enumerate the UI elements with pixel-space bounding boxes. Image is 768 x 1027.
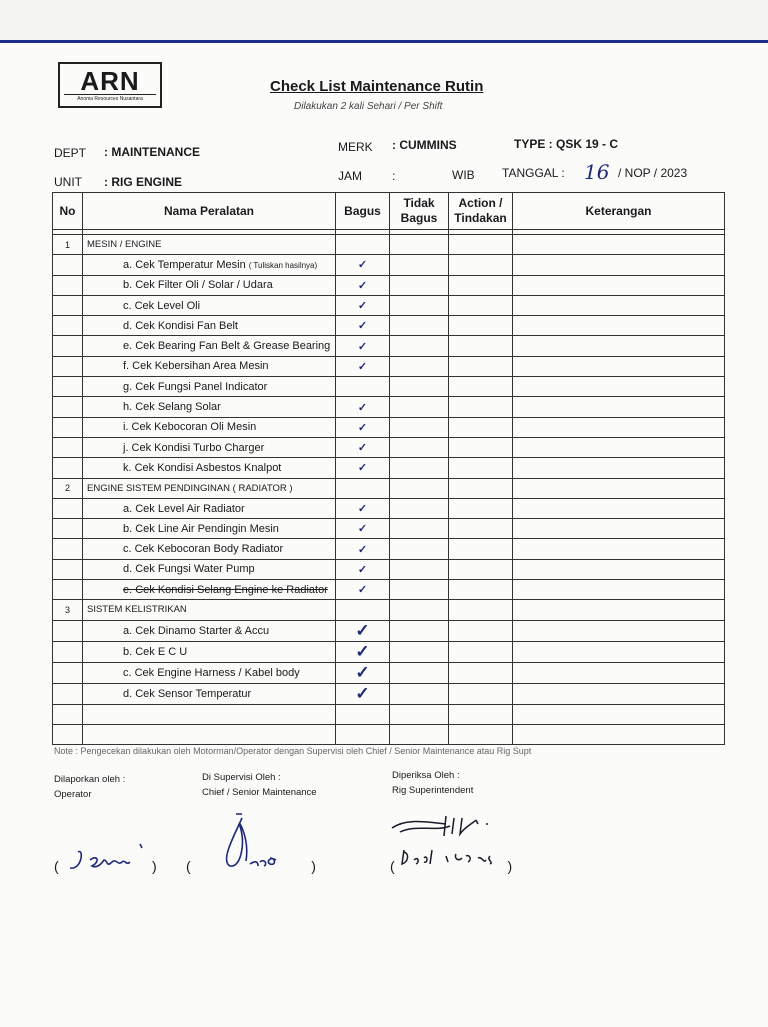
keterangan-cell [513, 295, 725, 315]
item-note: ( Tuliskan hasilnya) [248, 260, 318, 270]
tanggal-label: TANGGAL : [502, 166, 565, 180]
item-label-cell [83, 620, 336, 641]
reported-by-label: Dilaporkan oleh : [54, 774, 126, 785]
bagus-cell [336, 662, 390, 683]
reported-by [54, 772, 125, 802]
checked-by [392, 768, 473, 798]
keterangan-cell [513, 458, 725, 478]
action-cell [449, 704, 513, 724]
tanggal-day: 16 [584, 160, 610, 184]
item-label: k. Cek Kondisi Asbestos Knalpot [123, 461, 282, 474]
supervised-by [202, 770, 317, 800]
action-cell [449, 336, 513, 356]
action-cell [449, 683, 513, 704]
dept-value: : MAINTENANCE [104, 145, 200, 159]
tanggal-month-year: / NOP / 2023 [618, 166, 688, 180]
rig-signature-brackets: ( ) [390, 858, 513, 874]
section-number: 3 [53, 600, 83, 620]
keterangan-cell [513, 235, 725, 255]
tidak-bagus-cell [390, 641, 449, 662]
section-row [53, 600, 725, 620]
checked-by-role: Rig Superintendent [392, 785, 474, 796]
item-label: b. Cek Filter Oli / Solar / Udara [123, 279, 273, 292]
bagus-cell [336, 377, 390, 397]
item-number-cell [53, 641, 83, 662]
bagus-cell [336, 641, 390, 662]
header-no: No [53, 193, 83, 230]
action-cell [449, 641, 513, 662]
operator-signature-brackets: ( ) [54, 858, 157, 874]
item-label-cell [83, 437, 336, 457]
bagus-cell [336, 316, 390, 336]
item-label: a. Cek Dinamo Starter & Accu [123, 624, 270, 637]
unit-value: : RIG ENGINE [104, 175, 183, 189]
keterangan-cell [513, 498, 725, 518]
check-mark-icon: ✓ [357, 401, 368, 414]
keterangan-cell [513, 356, 725, 376]
action-cell [449, 255, 513, 275]
section-title: MESIN / ENGINE [83, 235, 336, 255]
item-label-cell [83, 377, 336, 397]
item-label: c. Cek Kebocoran Body Radiator [123, 543, 284, 556]
jam-colon: : [392, 169, 396, 183]
keterangan-cell [513, 620, 725, 641]
item-label: a. Cek Temperatur Mesin [123, 258, 246, 271]
section-number: 2 [53, 478, 83, 498]
tidak-bagus-cell [390, 620, 449, 641]
checklist-table [52, 192, 725, 745]
keterangan-cell [513, 478, 725, 498]
table-header-row [53, 193, 725, 230]
tidak-bagus-cell [390, 255, 449, 275]
action-cell [449, 377, 513, 397]
checklist-item-row [53, 458, 725, 478]
reported-by-role: Operator [54, 789, 92, 800]
item-label: c. Cek Level Oli [123, 299, 201, 312]
tidak-bagus-cell [390, 580, 449, 600]
item-number-cell [53, 356, 83, 376]
checklist-item-row [53, 316, 725, 336]
keterangan-cell [513, 683, 725, 704]
item-number-cell [53, 377, 83, 397]
action-cell [449, 275, 513, 295]
tidak-bagus-cell [390, 600, 449, 620]
action-cell [449, 539, 513, 559]
action-cell [449, 478, 513, 498]
check-mark-icon: ✓ [357, 259, 368, 272]
item-number-cell [53, 559, 83, 579]
action-cell [449, 356, 513, 376]
item-label-cell [83, 580, 336, 600]
form-title: Check List Maintenance Rutin [270, 78, 484, 95]
item-label-cell [83, 662, 336, 683]
item-number-cell [53, 336, 83, 356]
item-cell [83, 704, 336, 724]
action-cell [449, 458, 513, 478]
bagus-cell [336, 458, 390, 478]
action-cell [449, 498, 513, 518]
item-label: g. Cek Fungsi Panel Indicator [123, 380, 268, 393]
action-cell [449, 437, 513, 457]
checklist-item-row [53, 580, 725, 600]
item-label-cell [83, 683, 336, 704]
item-label: b. Cek Line Air Pendingin Mesin [123, 522, 279, 535]
header-nama-peralatan: Nama Peralatan [83, 193, 336, 230]
keterangan-cell [513, 641, 725, 662]
keterangan-cell [513, 704, 725, 724]
tidak-bagus-cell [390, 336, 449, 356]
bagus-cell [336, 498, 390, 518]
action-cell [449, 724, 513, 744]
item-label-cell [83, 417, 336, 437]
item-number-cell [53, 255, 83, 275]
company-logo [58, 62, 162, 108]
item-number-cell [53, 417, 83, 437]
item-label: b. Cek E C U [123, 645, 188, 658]
merk-label: MERK [338, 140, 373, 154]
bagus-cell [336, 559, 390, 579]
header-bagus: Bagus [336, 193, 390, 230]
bagus-cell [336, 397, 390, 417]
tidak-bagus-cell [390, 397, 449, 417]
checklist-item-row [53, 336, 725, 356]
check-mark-icon: ✓ [357, 523, 368, 536]
checklist-item-row [53, 397, 725, 417]
keterangan-cell [513, 417, 725, 437]
action-cell [449, 662, 513, 683]
keterangan-cell [513, 336, 725, 356]
item-label: j. Cek Kondisi Turbo Charger [123, 441, 265, 454]
supervised-by-label: Di Supervisi Oleh : [202, 772, 281, 783]
header-keterangan: Keterangan [513, 193, 725, 230]
check-mark-icon: ✓ [357, 584, 368, 597]
check-mark-icon: ✓ [355, 662, 370, 682]
bagus-cell [336, 235, 390, 255]
item-number-cell [53, 620, 83, 641]
check-mark-icon: ✓ [357, 279, 368, 292]
item-label-cell [83, 316, 336, 336]
action-cell [449, 397, 513, 417]
item-number-cell [53, 437, 83, 457]
bagus-cell [336, 295, 390, 315]
item-cell [83, 724, 336, 744]
tidak-bagus-cell [390, 662, 449, 683]
checked-by-label: Diperiksa Oleh : [392, 770, 460, 781]
check-mark-icon: ✓ [357, 563, 368, 576]
tidak-bagus-cell [390, 235, 449, 255]
checklist-item-row [53, 662, 725, 683]
logo-text: ARN [80, 66, 140, 96]
tidak-bagus-cell [390, 458, 449, 478]
action-cell [449, 559, 513, 579]
bagus-cell [336, 704, 390, 724]
keterangan-cell [513, 397, 725, 417]
check-mark-icon: ✓ [355, 683, 370, 703]
keterangan-cell [513, 580, 725, 600]
item-label: e. Cek Kondisi Selang Engine ke Radiator [123, 583, 328, 596]
item-label: d. Cek Kondisi Fan Belt [123, 319, 238, 332]
bagus-cell [336, 683, 390, 704]
item-label-cell [83, 397, 336, 417]
item-number-cell [53, 295, 83, 315]
item-label: h. Cek Selang Solar [123, 401, 221, 414]
bagus-cell [336, 275, 390, 295]
item-label-cell [83, 275, 336, 295]
tidak-bagus-cell [390, 539, 449, 559]
chief-signature-brackets: ( ) [186, 858, 316, 874]
keterangan-cell [513, 437, 725, 457]
item-label: e. Cek Bearing Fan Belt & Grease Bearing [123, 340, 331, 353]
checklist-item-row [53, 417, 725, 437]
check-mark-icon: ✓ [357, 320, 368, 333]
check-mark-icon: ✓ [357, 360, 368, 373]
keterangan-cell [513, 316, 725, 336]
item-number-cell [53, 397, 83, 417]
checklist-item-row [53, 641, 725, 662]
item-number-cell [53, 458, 83, 478]
blank-row [53, 704, 725, 724]
type-value: TYPE : QSK 19 - C [514, 137, 619, 151]
checklist-item-row [53, 683, 725, 704]
checklist-item-row [53, 559, 725, 579]
item-label-cell [83, 295, 336, 315]
action-cell [449, 600, 513, 620]
section-number: 1 [53, 235, 83, 255]
item-label-cell [83, 356, 336, 376]
check-mark-icon: ✓ [357, 340, 368, 353]
header-action: Action / Tindakan [449, 193, 513, 230]
keterangan-cell [513, 539, 725, 559]
tidak-bagus-cell [390, 377, 449, 397]
check-mark-icon: ✓ [355, 620, 370, 640]
item-number-cell [53, 316, 83, 336]
section-title: SISTEM KELISTRIKAN [83, 600, 336, 620]
item-label: c. Cek Engine Harness / Kabel body [123, 666, 300, 679]
checklist-item-row [53, 620, 725, 641]
check-mark-icon: ✓ [357, 543, 368, 556]
tidak-bagus-cell [390, 275, 449, 295]
no-cell [53, 704, 83, 724]
check-mark-icon: ✓ [357, 442, 368, 455]
item-number-cell [53, 683, 83, 704]
item-number-cell [53, 580, 83, 600]
action-cell [449, 316, 513, 336]
keterangan-cell [513, 600, 725, 620]
tidak-bagus-cell [390, 478, 449, 498]
tidak-bagus-cell [390, 437, 449, 457]
bagus-cell [336, 255, 390, 275]
bagus-cell [336, 600, 390, 620]
item-number-cell [53, 275, 83, 295]
check-mark-icon: ✓ [357, 503, 368, 515]
supervised-by-role: Chief / Senior Maintenance [202, 787, 317, 798]
tidak-bagus-cell [390, 704, 449, 724]
checklist-item-row [53, 377, 725, 397]
form-subtitle: Dilakukan 2 kali Sehari / Per Shift [294, 101, 443, 112]
jam-label: JAM [338, 169, 362, 183]
bagus-cell [336, 724, 390, 744]
keterangan-cell [513, 275, 725, 295]
checklist-item-row [53, 255, 725, 275]
bagus-cell [336, 478, 390, 498]
tidak-bagus-cell [390, 498, 449, 518]
tidak-bagus-cell [390, 417, 449, 437]
check-mark-icon: ✓ [357, 300, 368, 313]
tidak-bagus-cell [390, 316, 449, 336]
blank-row [53, 724, 725, 744]
bagus-cell [336, 437, 390, 457]
bagus-cell [336, 417, 390, 437]
checklist-item-row [53, 539, 725, 559]
section-title: ENGINE SISTEM PENDINGINAN ( RADIATOR ) [83, 478, 336, 498]
item-label-cell [83, 559, 336, 579]
action-cell [449, 580, 513, 600]
bagus-cell [336, 620, 390, 641]
section-row [53, 478, 725, 498]
item-label: f. Cek Kebersihan Area Mesin [123, 360, 269, 373]
bagus-cell [336, 356, 390, 376]
keterangan-cell [513, 377, 725, 397]
checklist-item-row [53, 437, 725, 457]
tidak-bagus-cell [390, 295, 449, 315]
logo-subtext: Anoma Resources Nusantara [64, 94, 156, 102]
item-label-cell [83, 458, 336, 478]
keterangan-cell [513, 519, 725, 539]
tidak-bagus-cell [390, 559, 449, 579]
check-mark-icon: ✓ [357, 421, 368, 434]
dept-label: DEPT [54, 146, 87, 160]
item-label-cell [83, 255, 336, 275]
bagus-cell [336, 519, 390, 539]
bagus-cell [336, 336, 390, 356]
item-label: d. Cek Fungsi Water Pump [123, 563, 255, 576]
item-number-cell [53, 519, 83, 539]
keterangan-cell [513, 559, 725, 579]
checklist-item-row [53, 519, 725, 539]
checklist-item-row [53, 295, 725, 315]
unit-label: UNIT [54, 175, 82, 189]
item-number-cell [53, 662, 83, 683]
tidak-bagus-cell [390, 683, 449, 704]
checklist-item-row [53, 498, 725, 518]
item-number-cell [53, 498, 83, 518]
checklist-item-row [53, 275, 725, 295]
keterangan-cell [513, 255, 725, 275]
keterangan-cell [513, 724, 725, 744]
item-label: d. Cek Sensor Temperatur [123, 687, 252, 700]
action-cell [449, 417, 513, 437]
section-row [53, 235, 725, 255]
item-label-cell [83, 519, 336, 539]
action-cell [449, 519, 513, 539]
bagus-cell [336, 539, 390, 559]
item-label: a. Cek Level Air Radiator [123, 502, 245, 515]
check-mark-icon: ✓ [357, 462, 368, 475]
header-tidak-bagus: Tidak Bagus [390, 193, 449, 230]
item-label-cell [83, 498, 336, 518]
action-cell [449, 235, 513, 255]
tidak-bagus-cell [390, 356, 449, 376]
tidak-bagus-cell [390, 519, 449, 539]
action-cell [449, 295, 513, 315]
keterangan-cell [513, 662, 725, 683]
item-label: i. Cek Kebocoran Oli Mesin [123, 421, 257, 434]
check-mark-icon: ✓ [355, 641, 370, 661]
form-note: Note : Pengecekan dilakukan oleh Motorman/Operator dengan Supervisi oleh Chief / Senior Maintenance atau Rig Supt [54, 746, 532, 756]
item-label-cell [83, 539, 336, 559]
item-label-cell [83, 641, 336, 662]
checklist-item-row [53, 356, 725, 376]
wib-label: WIB [452, 168, 475, 182]
no-cell [53, 724, 83, 744]
item-label-cell [83, 336, 336, 356]
item-number-cell [53, 539, 83, 559]
merk-value: : CUMMINS [392, 138, 457, 152]
action-cell [449, 620, 513, 641]
bagus-cell [336, 580, 390, 600]
tidak-bagus-cell [390, 724, 449, 744]
